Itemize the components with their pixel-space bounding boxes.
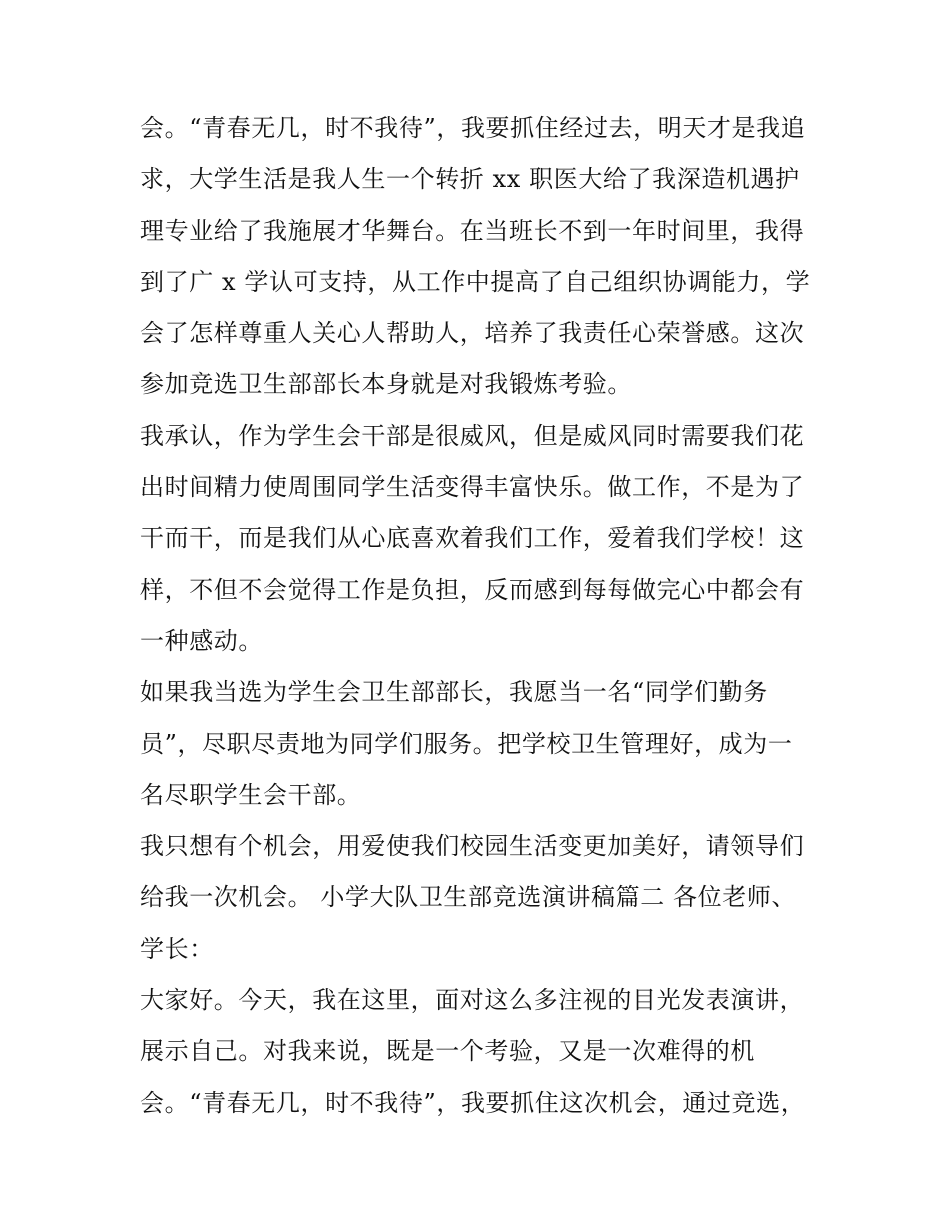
text-line: 给我一次机会。 小学大队卫生部竞选演讲稿篇二 各位老师、 [140, 883, 797, 912]
text-line: 员”，尽职尽责地为同学们服务。把学校卫生管理好，成为一 [140, 729, 793, 758]
text-line: 大家好。今天，我在这里，面对这么多注视的目光发表演讲， [140, 986, 805, 1015]
text-line: 会。“青春无几，时不我待”，我要抓住这次机会，通过竞选， [140, 1088, 806, 1117]
text-line: 样，不但不会觉得工作是负担，反而感到每每做完心中都会有 [140, 575, 805, 604]
text-line: 我承认，作为学生会干部是很威风，但是威风同时需要我们花 [140, 421, 805, 450]
text-line: 到了广 x 学认可支持，从工作中提高了自己组织协调能力，学 [140, 267, 811, 296]
text-line: 展示自己。对我来说，既是一个考验，又是一次难得的机 [140, 1037, 755, 1066]
text-line: 理专业给了我施展才华舞台。在当班长不到一年时间里，我得 [140, 216, 805, 245]
text-line: 会了怎样尊重人关心人帮助人，培养了我责任心荣誉感。这次 [140, 319, 805, 348]
text-line: 如果我当选为学生会卫生部部长，我愿当一名“同学们勤务 [140, 678, 768, 707]
text-line: 名尽职学生会干部。 [140, 780, 362, 809]
text-line: 参加竞选卫生部部长本身就是对我锻炼考验。 [140, 370, 632, 399]
document-page [140, 103, 820, 1129]
text-line: 一种感动。 [140, 626, 263, 655]
text-line: 我只想有个机会，用爱使我们校园生活变更加美好，请领导们 [140, 832, 805, 861]
text-line: 会。“青春无几，时不我待”，我要抓住经过去，明天才是我追 [140, 114, 806, 142]
text-line: 干而干，而是我们从心底喜欢着我们工作，爱着我们学校！这 [140, 524, 805, 553]
text-line: 求，大学生活是我人生一个转折 xx 职医大给了我深造机遇护 [140, 165, 800, 194]
text-line: 学长： [140, 934, 214, 963]
text-line: 出时间精力使周围同学生活变得丰富快乐。做工作，不是为了 [140, 473, 805, 502]
